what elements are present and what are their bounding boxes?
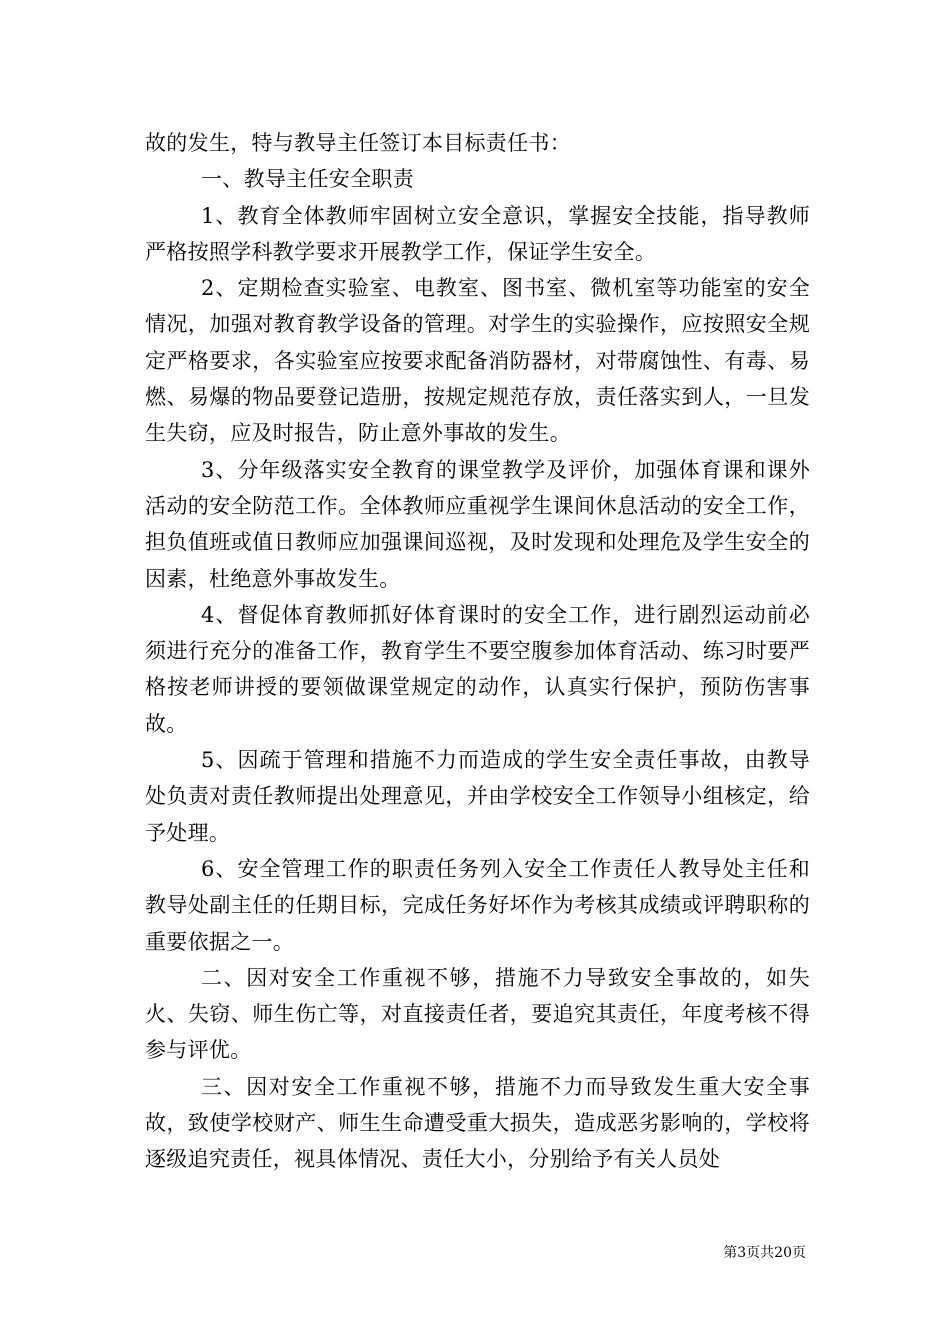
section-heading-teaching-director-duties: 一、教导主任安全职责 <box>201 167 414 192</box>
duty-item-6: 6、安全管理工作的职责任务列入安全工作责任人教导处主任和教导处副主任的任期目标，完成任务好坏作为考核其成绩或评聘职称的重要依据之一。 <box>145 856 810 954</box>
section-two-paragraph: 二、因对安全工作重视不够，措施不力导致安全事故的，如失火、失窃、师生伤亡等，对直接责任者，要追究其责任，年度考核不得参与评优。 <box>145 965 810 1063</box>
section-three-paragraph: 三、因对安全工作重视不够，措施不力而导致发生重大安全事故，致使学校财产、师生生命遭受重大损失，造成恶劣影响的，学校将逐级追究责任，视具体情况、责任大小，分别给予有关人员处 <box>145 1074 810 1172</box>
document-body <box>145 125 810 1178</box>
paragraph-continuation: 故的发生，特与教导主任签订本目标责任书： <box>145 131 571 155</box>
duty-item-3: 3、分年级落实安全教育的课堂教学及评价，加强体育课和课外活动的安全防范工作。全体教师应重视学生课间休息活动的安全工作，担负值班或值日教师应加强课间巡视，及时发现和处理危及学生安全的因素，杜绝意外事故发生。 <box>145 457 810 591</box>
page-number: 第3页共20页 <box>723 1245 806 1261</box>
duty-item-2: 2、定期检查实验室、电教室、图书室、微机室等功能室的安全情况，加强对教育教学设备的管理。对学生的实验操作，应按照安全规定严格要求，各实验室应按要求配备消防器材，对带腐蚀性、有毒、易燃、易爆的物品要登记造册，按规定规范存放，责任落实到人，一旦发生失窃，应及时报告，防止意外事故的发生。 <box>145 276 810 446</box>
duty-item-4: 4、督促体育教师抓好体育课时的安全工作，进行剧烈运动前必须进行充分的准备工作，教育学生不要空腹参加体育活动、练习时要严格按老师讲授的要领做课堂规定的动作，认真实行保护，预防伤害事故。 <box>145 602 810 736</box>
duty-item-1: 1、教育全体教师牢固树立安全意识，掌握安全技能，指导教师严格按照学科教学要求开展教学工作，保证学生安全。 <box>145 203 810 264</box>
duty-item-5: 5、因疏于管理和措施不力而造成的学生安全责任事故，由教导处负责对责任教师提出处理意见，并由学校安全工作领导小组核定，给予处理。 <box>145 748 810 845</box>
